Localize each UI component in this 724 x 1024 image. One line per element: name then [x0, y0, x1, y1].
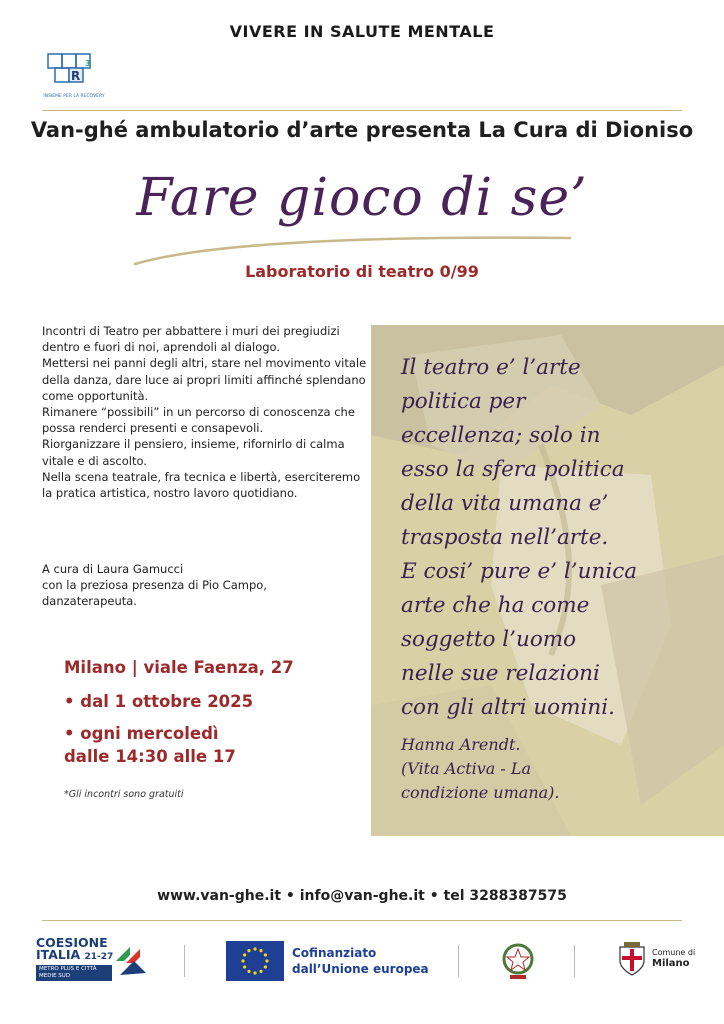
coesione-line-2-wrap	[36, 949, 113, 963]
coesione-years: 21-27	[84, 952, 114, 962]
eu-line-1: Cofinanziato	[292, 946, 377, 960]
quote-line: della vita umana e’	[401, 491, 609, 516]
quote-line: esso la sfera politica	[401, 457, 625, 482]
contact-info: www.van-ghe.it • info@van-ghe.it • tel 3288387575	[157, 888, 567, 904]
intro-paragraph: Nella scena teatrale, fra tecnica e libertà, eserciteremo la pratica artistica, nostro lavoro quotidiano.	[42, 469, 361, 501]
coesione-arrows-icon	[114, 941, 148, 977]
event-info	[64, 654, 354, 768]
comune-milano-text	[652, 947, 695, 969]
quote-author-line: Hanna Arendt.	[401, 735, 521, 754]
quote-line: eccellenza; solo in	[401, 423, 601, 448]
coesione-line-2: ITALIA	[36, 947, 81, 962]
footer-separator	[574, 945, 575, 977]
footer-logos	[0, 935, 724, 995]
footer-separator	[184, 945, 185, 977]
event-start-date: • dal 1 ottobre 2025	[64, 692, 254, 711]
logo-caption: INSIEME PER LA RECOVERY	[43, 94, 105, 99]
curator-credits	[42, 561, 342, 610]
curator-line: con la preziosa presenza di Pio Campo,	[42, 578, 267, 593]
intro-paragraph: Riorganizzare il pensiero, insieme, rifornirlo di calma vitale e di ascolto.	[42, 437, 345, 468]
puzzle-piece-1	[48, 54, 62, 68]
eu-flag-icon	[226, 941, 284, 981]
quote-line: arte che ha come	[401, 593, 590, 618]
coesione-italia-logo	[36, 937, 113, 981]
quote-line: soggetto l’uomo	[401, 627, 577, 652]
quote-line: con gli altri uomini.	[401, 695, 615, 720]
milano-crest-icon	[616, 941, 648, 977]
subtitle: Van-ghé ambulatorio d’arte presenta La Cura di Dioniso	[30, 118, 694, 142]
eu-line-2: dall’Unione europea	[292, 962, 429, 976]
quote-author-line: condizione umana).	[401, 783, 560, 802]
coesione-line-1: COESIONE	[36, 935, 108, 950]
italian-republic-emblem-icon	[500, 941, 536, 981]
lab-title: Laboratorio di teatro 0/99	[245, 262, 479, 281]
event-day: • ogni mercoledì	[64, 724, 219, 743]
eu-cofinanced-text	[292, 945, 429, 977]
puzzle-piece-2	[62, 54, 76, 68]
milano-line-2: Milano	[652, 958, 690, 969]
milano-line-2-wrap	[652, 958, 695, 969]
top-header: VIVERE IN SALUTE MENTALE	[229, 22, 495, 41]
milano-line-1: Comune di	[652, 948, 696, 957]
quote-line: E cosi’ pure e’ l’unica	[401, 559, 638, 584]
intro-paragraph: Mettersi nei panni degli altri, stare nel movimento vitale della danza, dare luce ai propri limiti affinché splendano come opportunità.	[42, 356, 367, 403]
quote-line: Il teatro e’ l’arte	[401, 355, 581, 380]
quote-author	[401, 733, 711, 805]
puzzle-piece-4	[55, 68, 69, 82]
quote-text	[401, 351, 721, 725]
intro-text	[42, 323, 370, 501]
top-divider	[42, 110, 682, 111]
coesione-box: METRO PLUS E CITTÀ MEDIE SUD	[36, 965, 112, 981]
footer-separator	[458, 945, 459, 977]
quote-panel	[371, 325, 724, 836]
intro-paragraph: Incontri di Teatro per abbattere i muri dei pregiudizi dentro e fuori di noi, aprendoli al dialogo.	[42, 324, 340, 355]
intro-paragraph: Rimanere “possibili” in un percorso di conoscenza che possa renderci presenti e consapevoli.	[42, 405, 355, 436]
curator-line: danzaterapeuta.	[42, 594, 137, 609]
main-title: Fare gioco di se’	[136, 168, 588, 228]
quote-line: politica per	[401, 389, 526, 414]
quote-author-line: (Vita Activa - La	[401, 759, 532, 778]
quote-line: trasposta nell’arte.	[401, 525, 609, 550]
logo-sup: 3	[85, 59, 91, 68]
bottom-divider	[42, 920, 682, 921]
quote-line: nelle sue relazioni	[401, 661, 600, 686]
event-time: dalle 14:30 alle 17	[64, 747, 236, 766]
free-note: *Gli incontri sono gratuiti	[64, 789, 184, 800]
event-place: Milano | viale Faenza, 27	[64, 658, 294, 677]
logo-letter: R	[71, 69, 81, 83]
recovery-logo	[42, 52, 104, 100]
curator-line: A cura di Laura Gamucci	[42, 562, 184, 576]
